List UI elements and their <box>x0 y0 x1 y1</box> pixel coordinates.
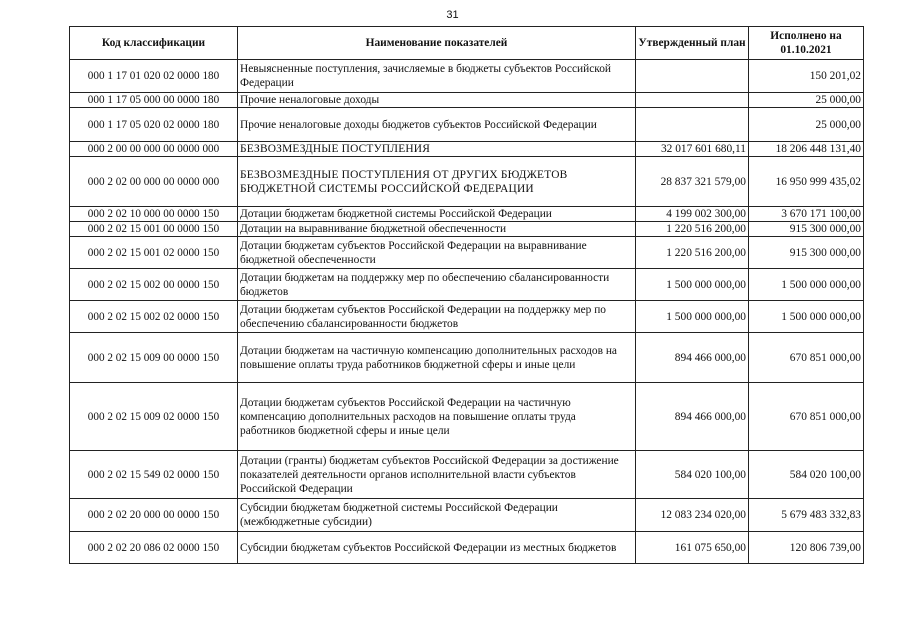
header-code: Код классификации <box>70 27 238 60</box>
table-row <box>70 301 864 333</box>
row-plan: 12 083 234 020,00 <box>636 499 749 532</box>
row-name: БЕЗВОЗМЕЗДНЫЕ ПОСТУПЛЕНИЯ <box>238 142 636 157</box>
row-executed: 25 000,00 <box>749 108 864 142</box>
row-code: 000 2 02 15 002 02 0000 150 <box>70 301 238 333</box>
row-executed: 1 500 000 000,00 <box>749 301 864 333</box>
row-name: Дотации бюджетам бюджетной системы Российской Федерации <box>238 207 636 222</box>
row-plan <box>636 60 749 93</box>
row-code: 000 1 17 01 020 02 0000 180 <box>70 60 238 93</box>
row-executed: 915 300 000,00 <box>749 222 864 237</box>
table-row <box>70 60 864 93</box>
row-plan: 161 075 650,00 <box>636 532 749 564</box>
row-executed: 670 851 000,00 <box>749 333 864 383</box>
row-code: 000 2 02 20 000 00 0000 150 <box>70 499 238 532</box>
row-plan: 1 500 000 000,00 <box>636 301 749 333</box>
row-plan: 894 466 000,00 <box>636 383 749 451</box>
row-code: 000 1 17 05 020 02 0000 180 <box>70 108 238 142</box>
table-row <box>70 108 864 142</box>
row-code: 000 2 02 00 000 00 0000 000 <box>70 157 238 207</box>
row-plan: 584 020 100,00 <box>636 451 749 499</box>
row-code: 000 2 02 20 086 02 0000 150 <box>70 532 238 564</box>
row-name: Субсидии бюджетам бюджетной системы Российской Федерации (межбюджетные субсидии) <box>238 499 636 532</box>
row-code: 000 2 00 00 000 00 0000 000 <box>70 142 238 157</box>
row-name: БЕЗВОЗМЕЗДНЫЕ ПОСТУПЛЕНИЯ ОТ ДРУГИХ БЮДЖЕТОВ БЮДЖЕТНОЙ СИСТЕМЫ РОССИЙСКОЙ ФЕДЕРАЦИИ <box>238 157 636 207</box>
row-code: 000 2 02 15 009 00 0000 150 <box>70 333 238 383</box>
row-name: Дотации бюджетам субъектов Российской Федерации на частичную компенсацию дополнительных расходов на повышение оплаты труда работников бюджетной сферы и иные цели <box>238 383 636 451</box>
row-plan: 894 466 000,00 <box>636 333 749 383</box>
row-code: 000 1 17 05 000 00 0000 180 <box>70 93 238 108</box>
table-row <box>70 207 864 222</box>
row-code: 000 2 02 15 002 00 0000 150 <box>70 269 238 301</box>
table-row <box>70 383 864 451</box>
row-code: 000 2 02 10 000 00 0000 150 <box>70 207 238 222</box>
row-plan: 1 500 000 000,00 <box>636 269 749 301</box>
row-code: 000 2 02 15 001 02 0000 150 <box>70 237 238 269</box>
row-executed: 120 806 739,00 <box>749 532 864 564</box>
row-executed: 1 500 000 000,00 <box>749 269 864 301</box>
row-name: Дотации бюджетам субъектов Российской Федерации на поддержку мер по обеспечению сбалансированности бюджетов <box>238 301 636 333</box>
row-executed: 3 670 171 100,00 <box>749 207 864 222</box>
table-header-row <box>70 27 864 60</box>
row-plan: 4 199 002 300,00 <box>636 207 749 222</box>
table-row <box>70 237 864 269</box>
row-executed: 670 851 000,00 <box>749 383 864 451</box>
row-name: Дотации бюджетам на частичную компенсацию дополнительных расходов на повышение оплаты труда работников бюджетной сферы и иные цели <box>238 333 636 383</box>
table-row <box>70 269 864 301</box>
row-executed: 16 950 999 435,02 <box>749 157 864 207</box>
row-code: 000 2 02 15 001 00 0000 150 <box>70 222 238 237</box>
header-executed: Исполнено на 01.10.2021 <box>749 27 864 60</box>
table-row <box>70 333 864 383</box>
page-number: 31 <box>446 9 459 21</box>
row-executed: 150 201,02 <box>749 60 864 93</box>
row-name: Прочие неналоговые доходы бюджетов субъектов Российской Федерации <box>238 108 636 142</box>
row-executed: 5 679 483 332,83 <box>749 499 864 532</box>
table-row <box>70 451 864 499</box>
row-executed: 25 000,00 <box>749 93 864 108</box>
row-executed: 915 300 000,00 <box>749 237 864 269</box>
row-executed: 584 020 100,00 <box>749 451 864 499</box>
row-plan: 1 220 516 200,00 <box>636 237 749 269</box>
row-name: Прочие неналоговые доходы <box>238 93 636 108</box>
row-plan: 1 220 516 200,00 <box>636 222 749 237</box>
row-plan: 32 017 601 680,11 <box>636 142 749 157</box>
table-row <box>70 499 864 532</box>
row-name: Дотации на выравнивание бюджетной обеспеченности <box>238 222 636 237</box>
table-row <box>70 93 864 108</box>
row-name: Субсидии бюджетам субъектов Российской Федерации из местных бюджетов <box>238 532 636 564</box>
row-name: Невыясненные поступления, зачисляемые в бюджеты субъектов Российской Федерации <box>238 60 636 93</box>
row-executed: 18 206 448 131,40 <box>749 142 864 157</box>
row-plan: 28 837 321 579,00 <box>636 157 749 207</box>
table-row <box>70 532 864 564</box>
header-plan: Утвержденный план <box>636 27 749 60</box>
table-row <box>70 222 864 237</box>
row-name: Дотации (гранты) бюджетам субъектов Российской Федерации за достижение показателей деятельности органов исполнительной власти субъектов Российской Федерации <box>238 451 636 499</box>
row-code: 000 2 02 15 009 02 0000 150 <box>70 383 238 451</box>
row-code: 000 2 02 15 549 02 0000 150 <box>70 451 238 499</box>
row-plan <box>636 93 749 108</box>
table-row <box>70 157 864 207</box>
row-plan <box>636 108 749 142</box>
table-row <box>70 142 864 157</box>
row-name: Дотации бюджетам на поддержку мер по обеспечению сбалансированности бюджетов <box>238 269 636 301</box>
header-name: Наименование показателей <box>238 27 636 60</box>
row-name: Дотации бюджетам субъектов Российской Федерации на выравнивание бюджетной обеспеченности <box>238 237 636 269</box>
budget-table <box>69 26 864 564</box>
